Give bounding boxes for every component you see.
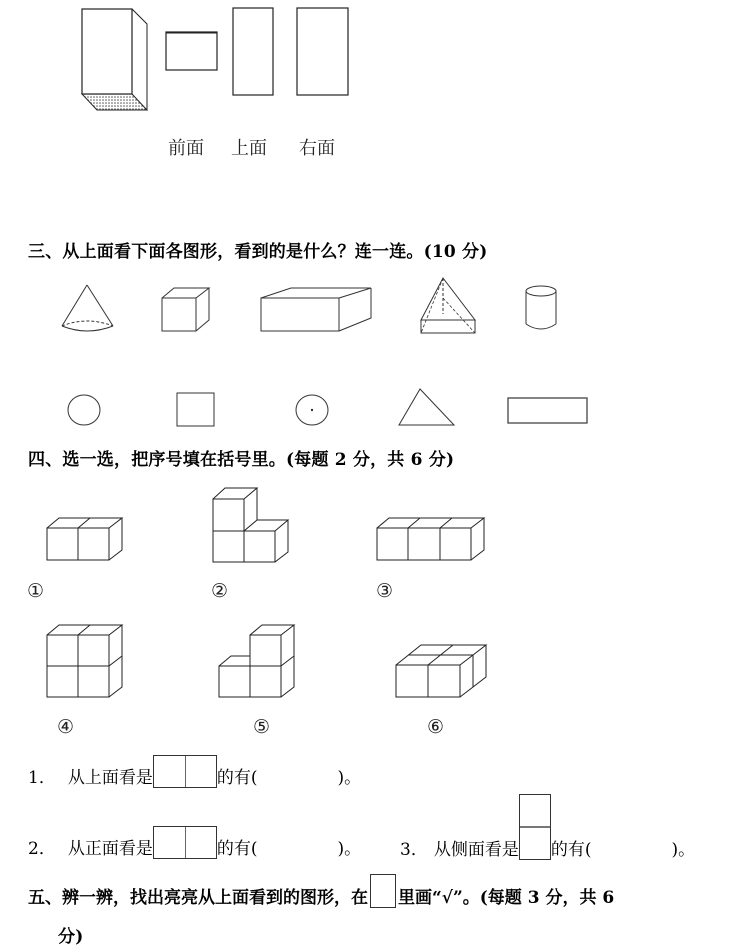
view-label-right: 右面: [299, 138, 335, 159]
question-3-suffix: 的有(: [550, 840, 592, 860]
question-2-close: )。: [337, 839, 362, 859]
cube-figure-2: [210, 484, 294, 566]
question-2-number: 2．: [28, 839, 56, 859]
figure-marker-3: ③: [376, 580, 394, 602]
top-view-circle-dot: [292, 393, 332, 427]
top-view-square: [174, 390, 218, 428]
question-1-prefix: 从上面看是: [67, 768, 153, 788]
figure-marker-4: ④: [57, 716, 75, 738]
solid-cube: [160, 286, 218, 334]
solid-cone: [58, 282, 116, 334]
two-squares-horizontal-icon: [153, 755, 217, 788]
top-view-triangle: [396, 386, 460, 428]
question-1: [28, 755, 361, 788]
shaded-prism-figure: [78, 4, 158, 116]
solid-cylinder: [524, 284, 560, 332]
figure-marker-6: ⑥: [427, 716, 445, 738]
cube-figure-5: [216, 622, 300, 700]
question-3-number: 3．: [400, 840, 428, 860]
top-view-rect: [231, 6, 275, 96]
section5-heading: [28, 874, 614, 908]
solid-rectangular-prism: [258, 286, 376, 334]
front-view-rect: [164, 30, 220, 74]
top-view-circle: [64, 393, 104, 427]
figure-marker-1: ①: [27, 580, 45, 602]
view-label-top: 上面: [231, 138, 267, 159]
question-3-prefix: 从侧面看是: [433, 840, 519, 860]
figure-marker-2: ②: [211, 580, 229, 602]
question-1-close: )。: [337, 768, 362, 788]
cube-figure-1: [44, 515, 128, 565]
cube-figure-3: [374, 515, 490, 565]
section5-heading-line2: 分): [58, 927, 84, 947]
section5-heading-part2: 里画“√”。(每题 3 分，共 6: [398, 888, 615, 908]
two-squares-horizontal-icon: [153, 826, 217, 859]
cube-figure-6: [393, 642, 491, 700]
view-label-front: 前面: [168, 138, 204, 159]
checkbox-square-icon: [370, 874, 396, 908]
solid-triangular-prism: [418, 276, 484, 334]
section5-heading-part1: 五、辨一辨，找出亮亮从上面看到的图形，在: [28, 888, 368, 908]
question-2-suffix: 的有(: [216, 839, 258, 859]
question-3: [400, 794, 695, 860]
right-view-rect: [295, 6, 350, 96]
section3-heading: 三、从上面看下面各图形，看到的是什么？连一连。(10 分): [28, 242, 488, 262]
question-2-prefix: 从正面看是: [67, 839, 153, 859]
cube-figure-4: [44, 622, 128, 700]
question-2: [28, 826, 361, 859]
two-squares-vertical-icon: [519, 794, 551, 860]
top-view-rectangle: [505, 395, 591, 427]
question-1-suffix: 的有(: [216, 768, 258, 788]
question-1-number: 1．: [28, 768, 56, 788]
question-3-close: )。: [671, 840, 696, 860]
figure-marker-5: ⑤: [253, 716, 271, 738]
section4-heading: 四、选一选，把序号填在括号里。(每题 2 分，共 6 分): [28, 450, 455, 470]
